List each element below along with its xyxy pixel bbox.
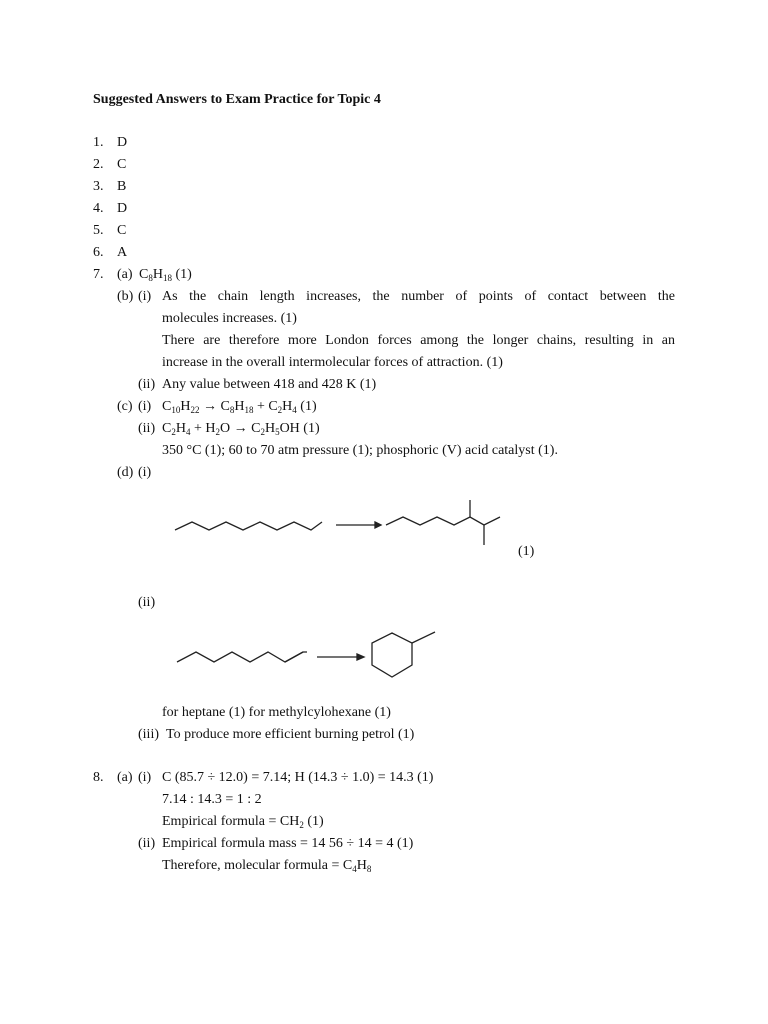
q7-diii-label: (iii) (138, 727, 159, 742)
q8-aii-line1: Empirical formula mass = 14 56 ÷ 14 = 4 (1) (162, 836, 414, 851)
q8-a-label: (a) (117, 770, 133, 785)
q7-cii-equation: $C_2H_4 + H_2O \to C_2H_5OH$ (1) (162, 421, 320, 437)
mc-answer: A (117, 245, 128, 260)
methylcyclohexane-ring (372, 633, 412, 677)
q7-bi-line1: As the chain length increases, the number of points of contact between the (162, 289, 675, 304)
q7-number: 7. (93, 267, 104, 282)
methyl-group (412, 632, 435, 643)
q7-b-label: (b) (117, 289, 134, 304)
q7-di-mark: (1) (518, 544, 535, 559)
q7-bi-line4: increase in the overall intermolecular forces of attraction. (1) (162, 355, 503, 370)
q7-ci-equation: $C_{10}H_{22} \to C_8H_{18} + C_2H_4$ (1) (162, 399, 317, 415)
mc-number: 6. (93, 245, 104, 260)
q7-a-answer: $C_8H_{18}$ (1) (139, 267, 192, 283)
mc-number: 1. (93, 135, 104, 150)
mc-answer: D (117, 201, 128, 216)
q8-ai-line3: Empirical formula = $CH_2$ (1) (162, 814, 324, 830)
q8-ai-label: (i) (138, 770, 152, 785)
q7-bi-line3: There are therefore more London forces among the longer chains, resulting in an (162, 333, 675, 348)
mc-answer: C (117, 157, 127, 172)
q7-di-label: (i) (138, 465, 152, 480)
decane-skeletal (175, 522, 322, 530)
q7-dii-note: for heptane (1) for methylcylohexane (1) (162, 705, 391, 720)
q7-bi-label: (i) (138, 289, 152, 304)
mc-number: 3. (93, 179, 104, 194)
q7-bii-label: (ii) (138, 377, 156, 392)
mc-answer: D (117, 135, 128, 150)
q7-cii-label: (ii) (138, 421, 156, 436)
q8-number: 8. (93, 770, 104, 785)
q8-aii-line2: Therefore, molecular formula = $C_4H_8$ (162, 858, 372, 874)
cyclisation-diagram (172, 628, 447, 688)
q7-bi-line2: molecules increases. (1) (162, 311, 297, 326)
q7-a-label: (a) (117, 267, 133, 282)
q8-ai-line2: 7.14 : 14.3 = 1 : 2 (162, 792, 262, 807)
mc-answer: C (117, 223, 127, 238)
q7-cii-conditions: 350 °C (1); 60 to 70 atm pressure (1); phosphoric (V) acid catalyst (1). (162, 443, 558, 458)
q7-bii-text: Any value between 418 and 428 K (1) (162, 377, 377, 392)
branched-alkane-skeletal (386, 517, 500, 525)
mc-answer: B (117, 179, 127, 194)
page-title: Suggested Answers to Exam Practice for Topic 4 (93, 92, 381, 107)
q7-ci-label: (i) (138, 399, 152, 414)
q7-c-label: (c) (117, 399, 133, 414)
q7-d-label: (d) (117, 465, 134, 480)
mc-number: 2. (93, 157, 104, 172)
isomerisation-diagram (170, 495, 510, 550)
mc-number: 5. (93, 223, 104, 238)
q8-ai-line1: C (85.7 ÷ 12.0) = 7.14; H (14.3 ÷ 1.0) = 14.3 (1) (162, 770, 434, 785)
mc-number: 4. (93, 201, 104, 216)
q8-aii-label: (ii) (138, 836, 156, 851)
q7-diii-text: To produce more efficient burning petrol (1) (166, 727, 415, 742)
q7-dii-label: (ii) (138, 595, 156, 610)
